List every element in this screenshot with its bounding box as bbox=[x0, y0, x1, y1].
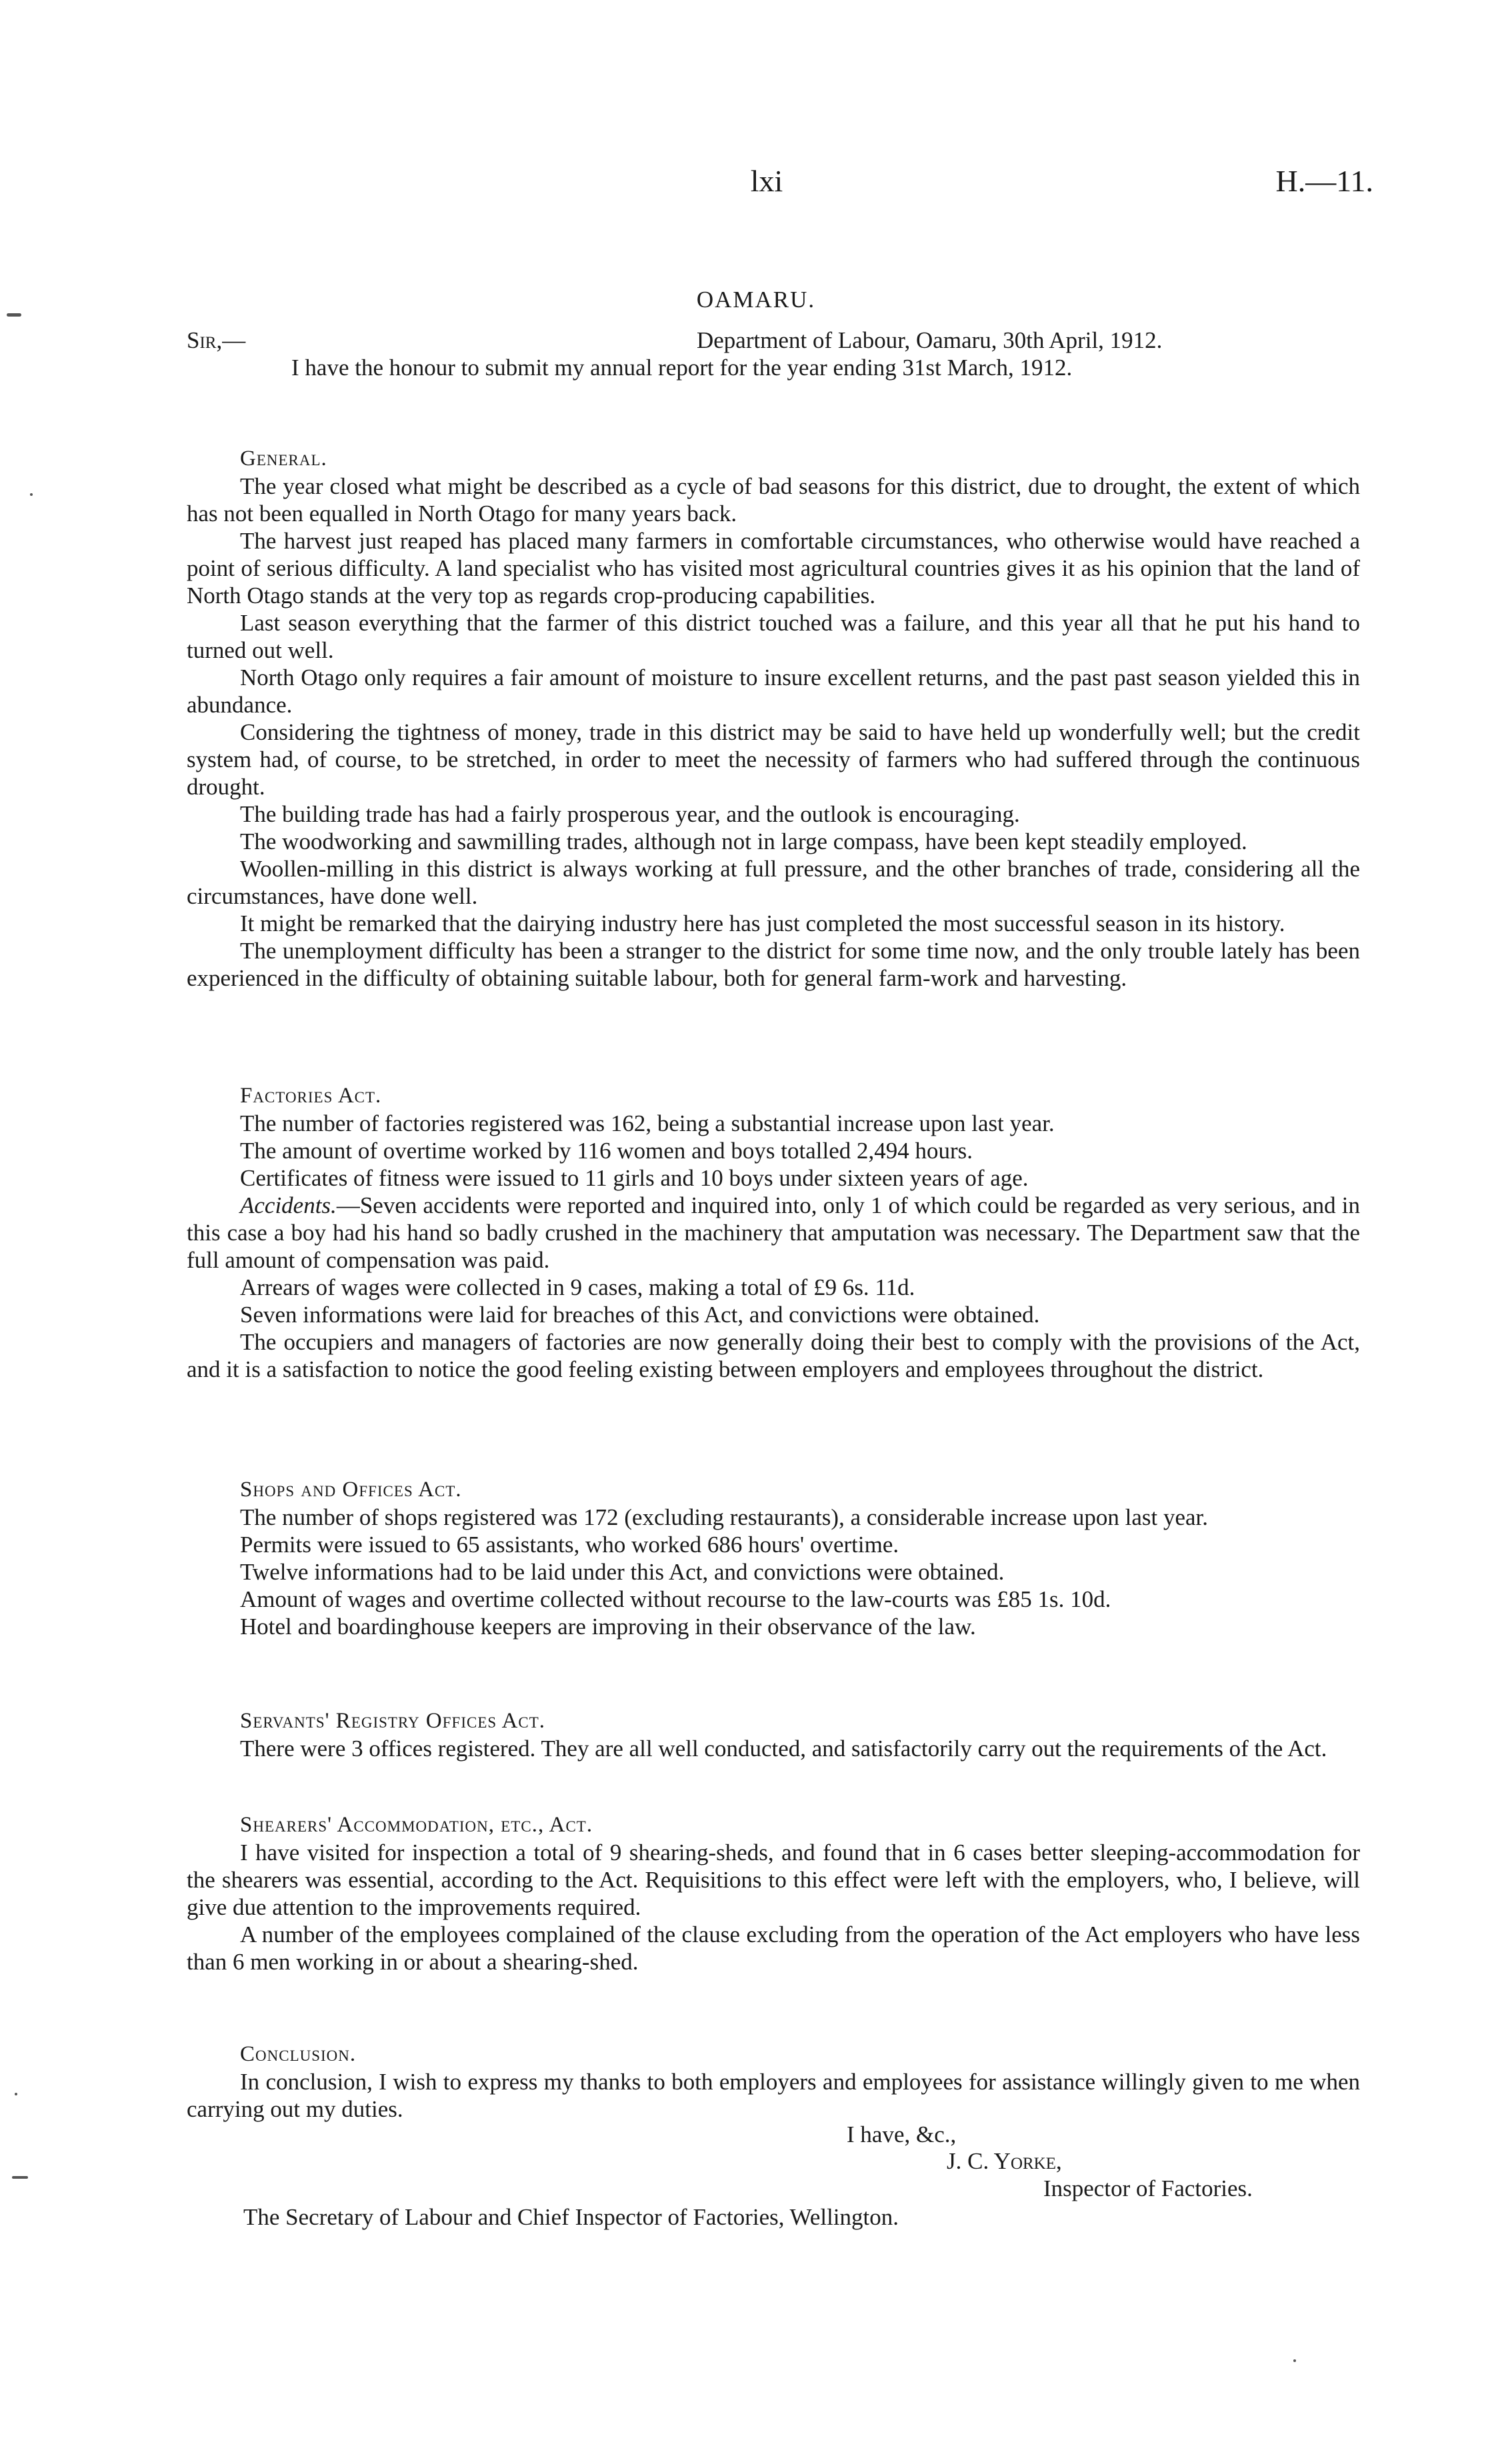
salutation: Sir,— bbox=[187, 327, 246, 353]
addressee: The Secretary of Labour and Chief Inspector of Factories, Wellington. bbox=[243, 2204, 899, 2230]
section-conclusion bbox=[187, 2041, 1360, 2123]
shearers-paragraph: I have visited for inspection a total of 9 shearing-sheds, and found that in 6 cases better sleeping-accommodation for the shearers was essential, according to the Act. Requisitions to this effect were left with the employers, who, I believe, will give due attention to the improvements required. bbox=[187, 1840, 1360, 1920]
section-general bbox=[187, 445, 1360, 992]
shops-paragraph: Permits were issued to 65 assistants, who worked 686 hours' overtime. bbox=[240, 1532, 899, 1558]
general-paragraph: The unemployment difficulty has been a stranger to the district for some time now, and the only trouble lately has been experienced in the difficulty of obtaining suitable labour, both for general farm-work and harvesting. bbox=[187, 938, 1360, 991]
shops-paragraph: Amount of wages and overtime collected without recourse to the law-courts was £85 1s. 10d. bbox=[240, 1586, 1111, 1612]
general-paragraph: Considering the tightness of money, trade in this district may be said to have held up wonderfully well; but the credit system had, of course, to be stretched, in order to meet the necessity of farmers who had suffered through the continuous drought. bbox=[187, 719, 1360, 800]
general-paragraph: The woodworking and sawmilling trades, although not in large compass, have been kept steadily employed. bbox=[240, 828, 1247, 854]
conclusion-paragraph: In conclusion, I wish to express my thanks to both employers and employees for assistance willingly given to me when carrying out my duties. bbox=[187, 2069, 1360, 2122]
general-paragraph: The harvest just reaped has placed many farmers in comfortable circumstances, who otherwise would have reached a point of serious difficulty. A land specialist who has visited most agricultural countries gives it as his opinion that the land of North Otago stands at the very top as regards crop-producing capabilities. bbox=[187, 528, 1360, 609]
heading-factories-act: Factories Act. bbox=[240, 1084, 382, 1108]
shops-paragraph: Hotel and boardinghouse keepers are improving in their observance of the law. bbox=[240, 1614, 976, 1640]
factories-paragraph: The number of factories registered was 162, being a substantial increase upon last year. bbox=[240, 1110, 1055, 1136]
factories-paragraph: Seven informations were laid for breaches of this Act, and convictions were obtained. bbox=[240, 1302, 1040, 1328]
scan-mark bbox=[12, 2176, 28, 2179]
factories-paragraph: The occupiers and managers of factories are now generally doing their best to comply with the provisions of the Act, and it is a satisfaction to notice the good feeling existing between employers and employees throughout the district. bbox=[187, 1329, 1360, 1382]
section-servants-registry bbox=[187, 1708, 1360, 1762]
heading-shearers-accommodation: Shearers' Accommodation, etc., Act. bbox=[240, 1813, 593, 1837]
signatory-position: Inspector of Factories. bbox=[1043, 2175, 1253, 2201]
scan-speck bbox=[15, 2093, 17, 2095]
signatory-name: J. C. Yorke, bbox=[947, 2148, 1062, 2174]
general-paragraph: Last season everything that the farmer of this district touched was a failure, and this year all that he put his hand to turned out well. bbox=[187, 610, 1360, 663]
general-paragraph: Woollen-milling in this district is always working at full pressure, and the other branches of trade, considering all the circumstances, have done well. bbox=[187, 856, 1360, 909]
general-paragraph: The year closed what might be described as a cycle of bad seasons for this district, due to drought, the extent of which has not been equalled in North Otago for many years back. bbox=[187, 473, 1360, 527]
factories-paragraph: Certificates of fitness were issued to 11 girls and 10 boys under sixteen years of age. bbox=[240, 1165, 1029, 1191]
shearers-paragraph: A number of the employees complained of the clause excluding from the operation of the Act employers who have less than 6 men working in or about a shearing-shed. bbox=[187, 1921, 1360, 1975]
intro-line: I have the honour to submit my annual report for the year ending 31st March, 1912. bbox=[291, 355, 1073, 381]
report-title: OAMARU. bbox=[696, 287, 816, 313]
scan-speck bbox=[1293, 2359, 1296, 2362]
section-shearers-accommodation bbox=[187, 1812, 1360, 1975]
section-shops-offices-act bbox=[187, 1476, 1360, 1640]
scan-mark bbox=[7, 313, 21, 317]
shops-paragraph: Twelve informations had to be laid under this Act, and convictions were obtained. bbox=[240, 1559, 1005, 1585]
heading-shops-offices-act: Shops and Offices Act. bbox=[240, 1478, 462, 1502]
factories-paragraph: Arrears of wages were collected in 9 cases, making a total of £9 6s. 11d. bbox=[240, 1274, 915, 1300]
dateline: Department of Labour, Oamaru, 30th April, 1912. bbox=[697, 327, 1163, 353]
servants-paragraph: There were 3 offices registered. They are all well conducted, and satisfactorily carry out the requirements of the Act. bbox=[240, 1736, 1327, 1762]
heading-general: General. bbox=[240, 447, 327, 471]
general-paragraph: The building trade has had a fairly prosperous year, and the outlook is encouraging. bbox=[240, 801, 1020, 827]
page-number: lxi bbox=[750, 164, 783, 198]
heading-conclusion: Conclusion. bbox=[240, 2042, 357, 2066]
accidents-text: —Seven accidents were reported and inquired into, only 1 of which could be regarded as very serious, and in this case a boy had his hand so badly crushed in the machinery that amputation was necessary. The Department saw that the full amount of compensation was paid. bbox=[187, 1192, 1360, 1273]
shops-paragraph: The number of shops registered was 172 (excluding restaurants), a considerable increase upon last year. bbox=[240, 1504, 1209, 1530]
accidents-label: Accidents. bbox=[240, 1192, 337, 1218]
factories-accidents-paragraph bbox=[187, 1192, 1360, 1274]
section-factories-act bbox=[187, 1082, 1360, 1383]
general-paragraph: It might be remarked that the dairying industry here has just completed the most successful season in its history. bbox=[240, 910, 1285, 936]
heading-servants-registry: Servants' Registry Offices Act. bbox=[240, 1709, 546, 1733]
document-reference: H.—11. bbox=[1275, 164, 1373, 198]
general-paragraph: North Otago only requires a fair amount of moisture to insure excellent returns, and the past past season yielded this in abundance. bbox=[187, 664, 1360, 718]
scan-speck bbox=[30, 493, 33, 496]
factories-paragraph: The amount of overtime worked by 116 women and boys totalled 2,494 hours. bbox=[240, 1138, 973, 1164]
closing-phrase: I have, &c., bbox=[847, 2121, 957, 2147]
